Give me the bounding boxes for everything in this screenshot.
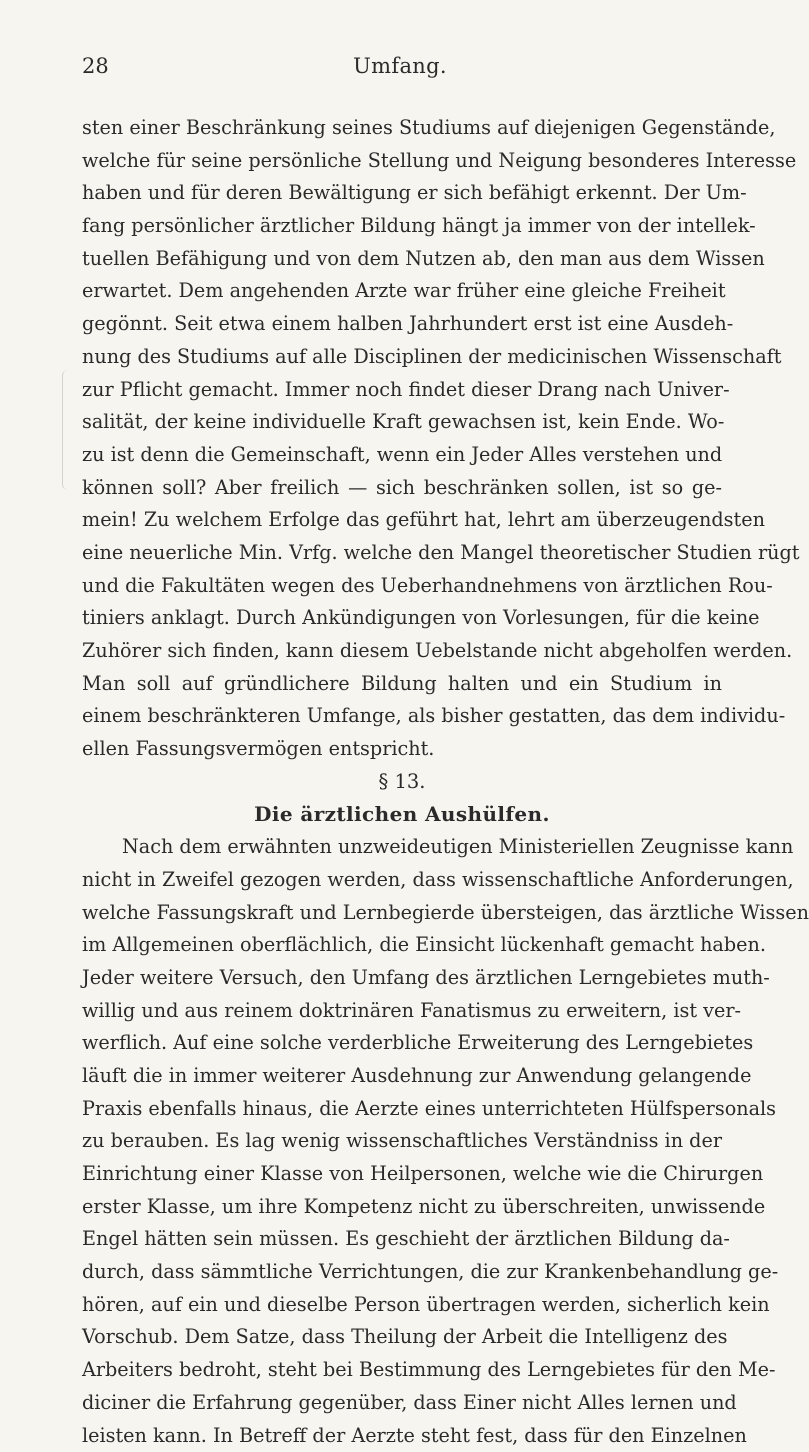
text-line: im Allgemeinen oberflächlich, die Einsicht lückenhaft gemacht haben. (82, 929, 722, 962)
text-line: erster Klasse, um ihre Kompetenz nicht zu überschreiten, unwissende (82, 1191, 722, 1224)
body-text (82, 112, 722, 1452)
text-line: salität, der keine individuelle Kraft gewachsen ist, kein Ende. Wo- (82, 406, 722, 439)
text-line: eine neuerliche Min. Vrfg. welche den Mangel theoretischer Studien rügt (82, 537, 722, 570)
text-line: und die Fakultäten wegen des Ueberhandnehmens von ärztlichen Rou- (82, 570, 722, 603)
text-line: hören, auf ein und dieselbe Person übertragen werden, sicherlich kein (82, 1289, 722, 1322)
text-line: einem beschränkteren Umfange, als bisher gestatten, das dem individu- (82, 700, 722, 733)
text-line: läuft die in immer weiterer Ausdehnung zur Anwendung gelangende (82, 1060, 722, 1093)
text-line: willig und aus reinem doktrinären Fanatismus zu erweitern, ist ver- (82, 995, 722, 1028)
text-line: können soll? Aber freilich — sich beschränken sollen, ist so ge- (82, 472, 722, 505)
text-line: Arbeiters bedroht, steht bei Bestimmung des Lerngebietes für den Me- (82, 1354, 722, 1387)
text-line: nicht in Zweifel gezogen werden, dass wissenschaftliche Anforderungen, (82, 864, 722, 897)
text-line: ellen Fassungsvermögen entspricht. (82, 733, 722, 766)
running-head: Umfang. (82, 54, 718, 78)
text-line: Praxis ebenfalls hinaus, die Aerzte eines unterrichteten Hülfspersonals (82, 1093, 722, 1126)
text-line: haben und für deren Bewältigung er sich befähigt erkennt. Der Um- (82, 177, 722, 210)
paragraph-2 (82, 831, 722, 1452)
text-line: diciner die Erfahrung gegenüber, dass Einer nicht Alles lernen und (82, 1387, 722, 1420)
margin-pencil-mark (62, 370, 75, 490)
text-line: tuellen Befähigung und von dem Nutzen ab, den man aus dem Wissen (82, 243, 722, 276)
text-line: zu ist denn die Gemeinschaft, wenn ein Jeder Alles verstehen und (82, 439, 722, 472)
page-number: 28 (82, 54, 109, 78)
text-line: Jeder weitere Versuch, den Umfang des ärztlichen Lerngebietes muth- (82, 962, 722, 995)
text-line: Engel hätten sein müssen. Es geschieht der ärztlichen Bildung da- (82, 1223, 722, 1256)
page-header (82, 54, 718, 86)
text-line: zur Pflicht gemacht. Immer noch findet dieser Drang nach Univer- (82, 374, 722, 407)
text-line: zu berauben. Es lag wenig wissenschaftliches Verständniss in der (82, 1125, 722, 1158)
text-line: werflich. Auf eine solche verderbliche Erweiterung des Lerngebietes (82, 1027, 722, 1060)
text-line: Zuhörer sich finden, kann diesem Uebelstande nicht abgeholfen werden. (82, 635, 722, 668)
text-line: welche für seine persönliche Stellung und Neigung besonderes Interesse (82, 145, 722, 178)
text-line: sten einer Beschränkung seines Studiums auf diejenigen Gegenstände, (82, 112, 722, 145)
text-line: gegönnt. Seit etwa einem halben Jahrhundert erst ist eine Ausdeh- (82, 308, 722, 341)
text-line: welche Fassungskraft und Lernbegierde übersteigen, das ärztliche Wissen (82, 897, 722, 930)
text-line: Nach dem erwähnten unzweideutigen Ministeriellen Zeugnisse kann (82, 831, 722, 864)
text-line: durch, dass sämmtliche Verrichtungen, die zur Krankenbehandlung ge- (82, 1256, 722, 1289)
paragraph-1 (82, 112, 722, 766)
text-line: tiniers anklagt. Durch Ankündigungen von Vorlesungen, für die keine (82, 602, 722, 635)
text-line: erwartet. Dem angehenden Arzte war früher eine gleiche Freiheit (82, 275, 722, 308)
text-line: Vorschub. Dem Satze, dass Theilung der Arbeit die Intelligenz des (82, 1321, 722, 1354)
section-title: Die ärztlichen Aushülfen. (82, 798, 722, 831)
text-line: fang persönlicher ärztlicher Bildung hängt ja immer von der intellek- (82, 210, 722, 243)
text-line: leisten kann. In Betreff der Aerzte steht fest, dass für den Einzelnen (82, 1420, 722, 1452)
text-line: mein! Zu welchem Erfolge das geführt hat, lehrt am überzeugendsten (82, 504, 722, 537)
text-line: nung des Studiums auf alle Disciplinen der medicinischen Wissenschaft (82, 341, 722, 374)
text-line: Einrichtung einer Klasse von Heilpersonen, welche wie die Chirurgen (82, 1158, 722, 1191)
section-number: § 13. (82, 766, 722, 799)
text-line: Man soll auf gründlichere Bildung halten und ein Studium in (82, 668, 722, 701)
